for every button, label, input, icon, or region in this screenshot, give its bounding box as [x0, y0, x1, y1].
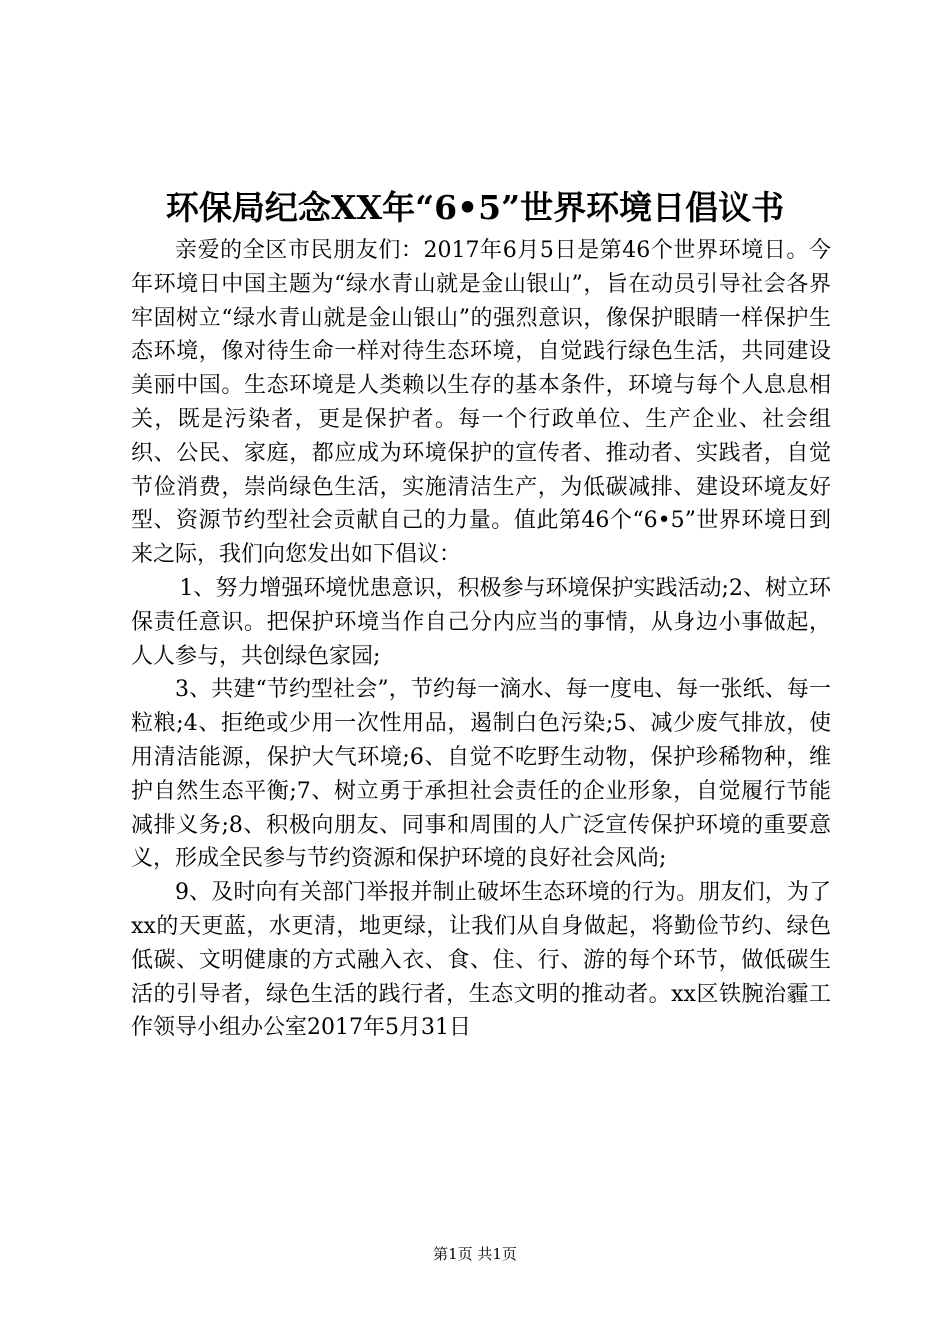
paragraph-intro: 亲爱的全区市民朋友们：2017年6月5日是第46个世界环境日。今年环境日中国主题为“绿水青山就是金山银山”，旨在动员引导社会各界牢固树立“绿水青山就是金山银山”的强烈意识，像保护眼睛一样保护生态环境，像对待生命一样对待生态环境，自觉践行绿色生活，共同建设美丽中国。生态环境是人类赖以生存的基本条件，环境与每个人息息相关，既是污染者，更是保护者。每一个行政单位、生产企业、社会组织、公民、家庭，都应成为环境保护的宣传者、推动者、实践者，自觉节俭消费，崇尚绿色生活，实施清洁生产，为低碳减排、建设环境友好型、资源节约型社会贡献自己的力量。值此第46个“6•5”世界环境日到来之际，我们向您发出如下倡议： — [131, 238, 831, 568]
document-title: 环保局纪念XX年“6•5”世界环境日倡议书 — [165, 188, 785, 227]
document-body — [131, 234, 831, 1045]
paragraph-proposal-3-8: 3、共建“节约型社会”，节约每一滴水、每一度电、每一张纸、每一粒粮;4、拒绝或少用一次性用品，遏制白色污染;5、减少废气排放，使用清洁能源，保护大气环境;6、自觉不吃野生动物，保护珍稀物种，维护自然生态平衡;7、树立勇于承担社会责任的企业形象，自觉履行节能减排义务;8、积极向朋友、同事和周围的人广泛宣传保护环境的重要意义，形成全民参与节约资源和保护环境的良好社会风尚; — [131, 677, 831, 872]
paragraph-proposal-9-closing: 9、及时向有关部门举报并制止破坏生态环境的行为。朋友们，为了xx的天更蓝，水更清，地更绿，让我们从自身做起，将勤俭节约、绿色低碳、文明健康的方式融入衣、食、住、行、游的每个环节，做低碳生活的引导者，绿色生活的践行者，生态文明的推动者。xx区铁腕治霾工作领导小组办公室2017年5月31日 — [131, 880, 831, 1041]
paragraph-proposal-1-2: 1、努力增强环境忧患意识，积极参与环境保护实践活动;2、树立环保责任意识。把保护环境当作自己分内应当的事情，从身边小事做起，人人参与，共创绿色家园; — [131, 575, 831, 669]
page-footer: 第1页 共1页 — [433, 1245, 517, 1263]
